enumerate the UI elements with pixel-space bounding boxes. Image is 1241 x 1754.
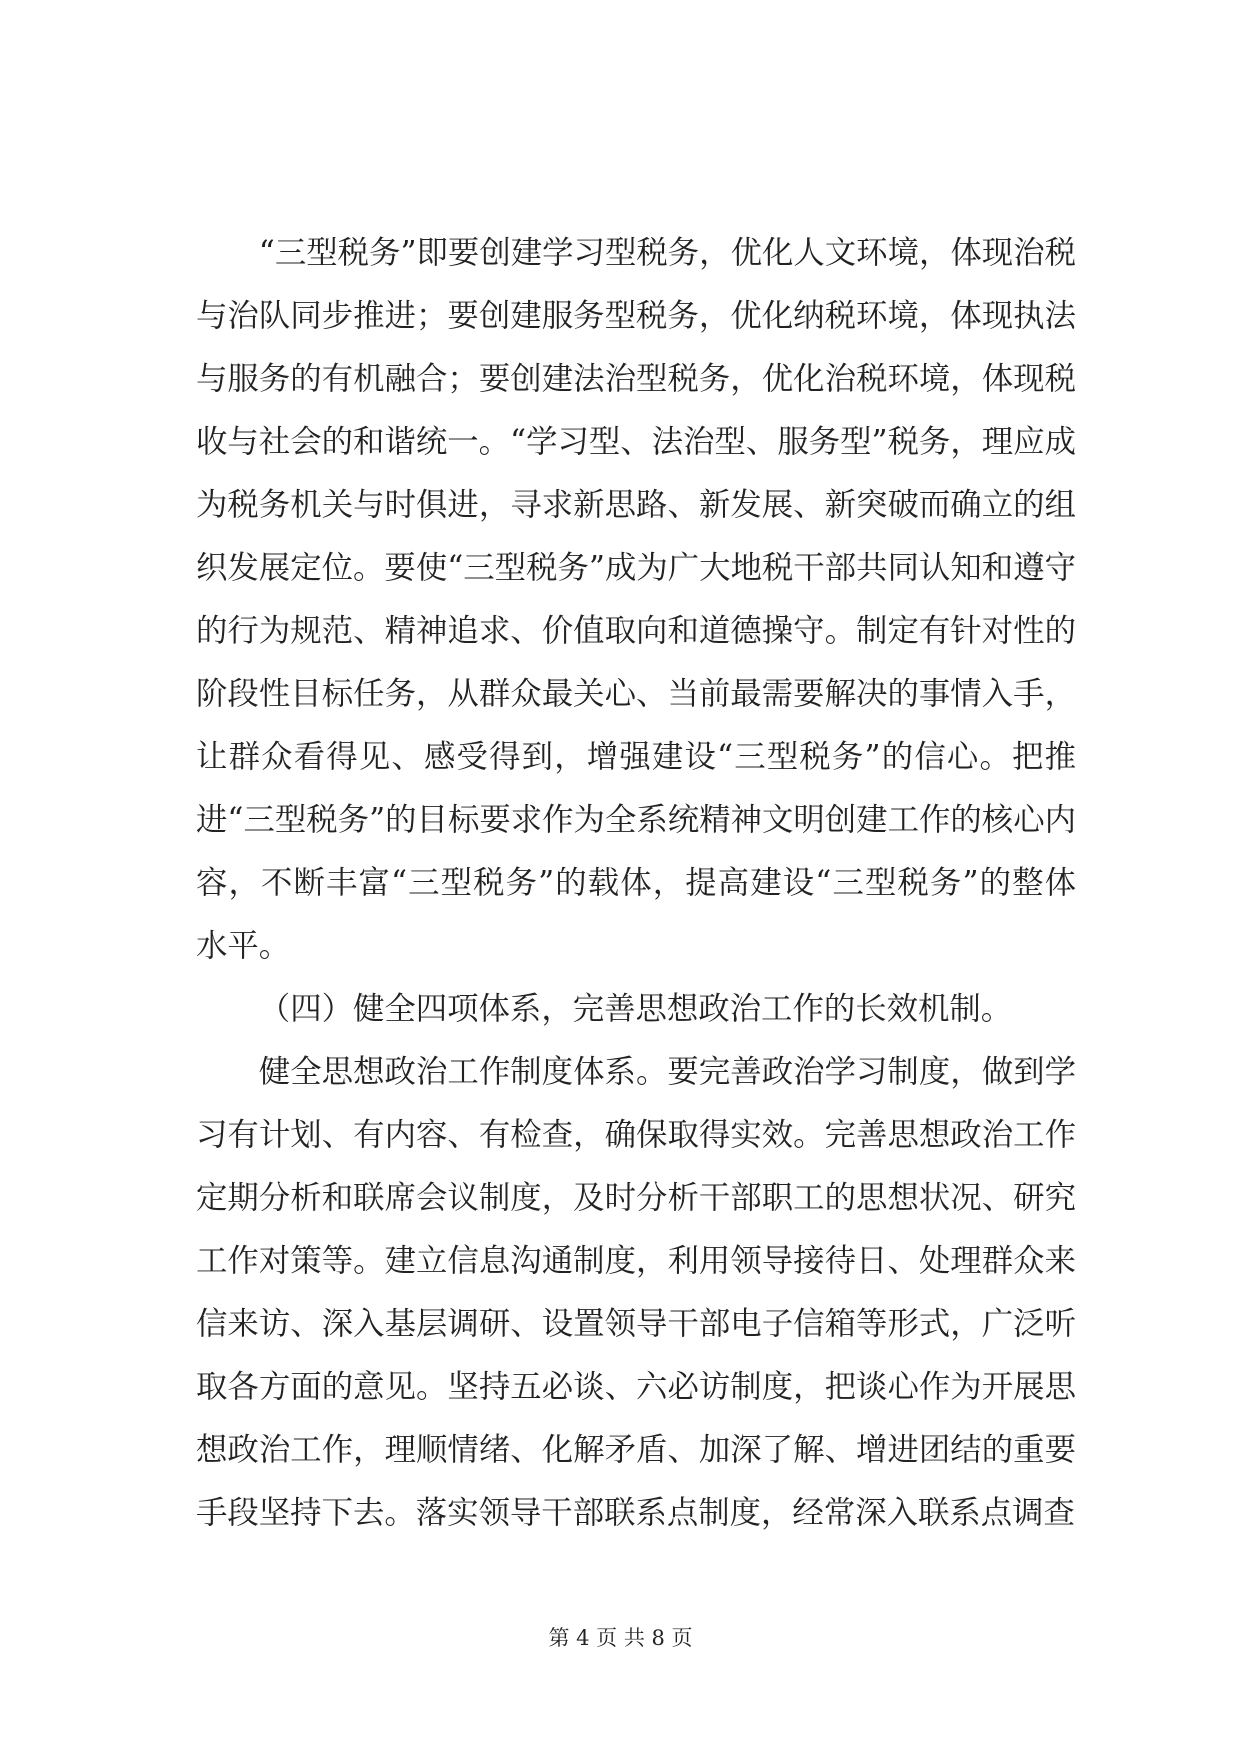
page-number-footer: 第 4 页 共 8 页 xyxy=(548,1626,693,1650)
document-body xyxy=(196,222,1076,1545)
section-heading-four-systems: （四）健全四项体系，完善思想政治工作的长效机制。 xyxy=(258,991,1013,1027)
paragraph-san-xing-shui-wu: “三型税务”即要创建学习型税务，优化人文环境，体现治税与治队同步推进；要创建服务型税务，优化纳税环境，体现执法与服务的有机融合；要创建法治型税务，优化治税环境，体现税收与社会的和谐统一。“学习型、法治型、服务型”税务，理应成为税务机关与时俱进，寻求新思路、新发展、新突破而确立的组织发展定位。要使“三型税务”成为广大地税干部共同认知和遵守的行为规范、精神追求、价值取向和道德操守。制定有针对性的阶段性目标任务，从群众最关心、当前最需要解决的事情入手，让群众看得见、感受得到，增强建设“三型税务”的信心。把推进“三型税务”的目标要求作为全系统精神文明创建工作的核心内容，不断丰富“三型税务”的载体，提高建设“三型税务”的整体水平。 xyxy=(196,235,1076,964)
paragraph-system-building: 健全思想政治工作制度体系。要完善政治学习制度，做到学习有计划、有内容、有检查，确保取得实效。完善思想政治工作定期分析和联席会议制度，及时分析干部职工的思想状况、研究工作对策等。建立信息沟通制度，利用领导接待日、处理群众来信来访、深入基层调研、设置领导干部电子信箱等形式，广泛听取各方面的意见。坚持五必谈、六必访制度，把谈心作为开展思想政治工作，理顺情绪、化解矛盾、加深了解、增进团结的重要手段坚持下去。落实领导干部联系点制度，经常深入联系点调查 xyxy=(196,1054,1076,1531)
